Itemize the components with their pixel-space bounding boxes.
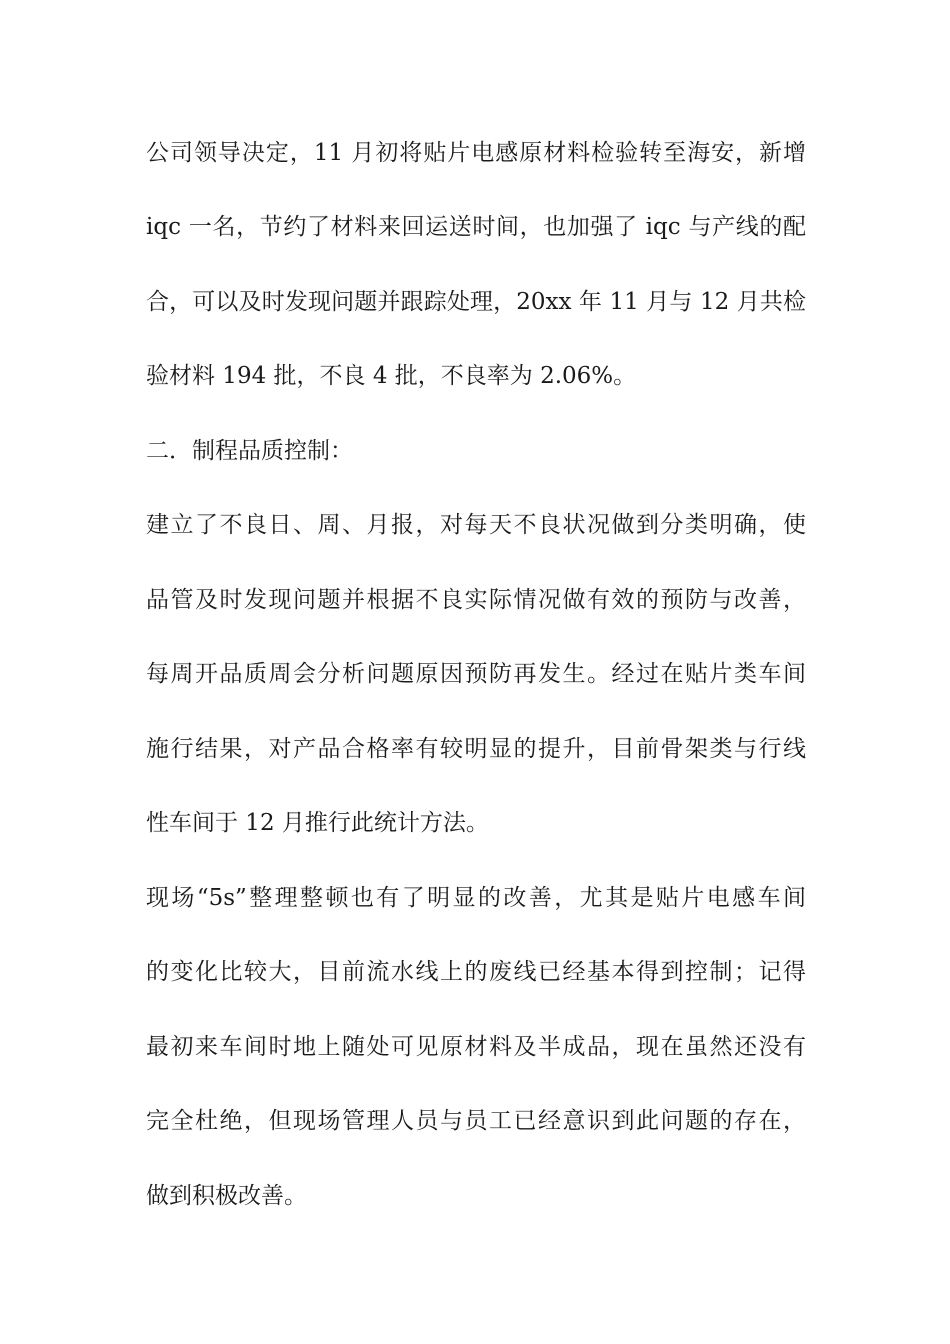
paragraph-line: 公司领导决定，11 月初将贴片电感原材料检验转至海安，新增 xyxy=(146,140,806,166)
paragraph-line: 品管及时发现问题并根据不良实际情况做有效的预防与改善， xyxy=(146,587,806,613)
paragraph-line: 现场“5s”整理整顿也有了明显的改善，尤其是贴片电感车间 xyxy=(146,885,806,911)
paragraph-line: 验材料 194 批，不良 4 批，不良率为 2.06%。 xyxy=(146,363,637,389)
paragraph-line: 建立了不良日、周、月报，对每天不良状况做到分类明确，使 xyxy=(146,512,806,538)
paragraph-line: 合，可以及时发现问题并跟踪处理，20xx 年 11 月与 12 月共检 xyxy=(146,289,806,315)
paragraph-line: 做到积极改善。 xyxy=(146,1183,307,1209)
paragraph-line: iqc 一名，节约了材料来回运送时间，也加强了 iqc 与产线的配 xyxy=(146,214,806,240)
paragraph-line: 最初来车间时地上随处可见原材料及半成品，现在虽然还没有 xyxy=(146,1034,806,1060)
section-heading: 二．制程品质控制： xyxy=(146,438,353,464)
paragraph-line: 每周开品质周会分析问题原因预防再发生。经过在贴片类车间 xyxy=(146,661,806,687)
paragraph-line: 性车间于 12 月推行此统计方法。 xyxy=(146,810,489,836)
paragraph-line: 完全杜绝，但现场管理人员与员工已经意识到此问题的存在， xyxy=(146,1108,806,1134)
paragraph-line: 的变化比较大，目前流水线上的废线已经基本得到控制；记得 xyxy=(146,959,806,985)
paragraph-line: 施行结果，对产品合格率有较明显的提升，目前骨架类与行线 xyxy=(146,736,806,762)
